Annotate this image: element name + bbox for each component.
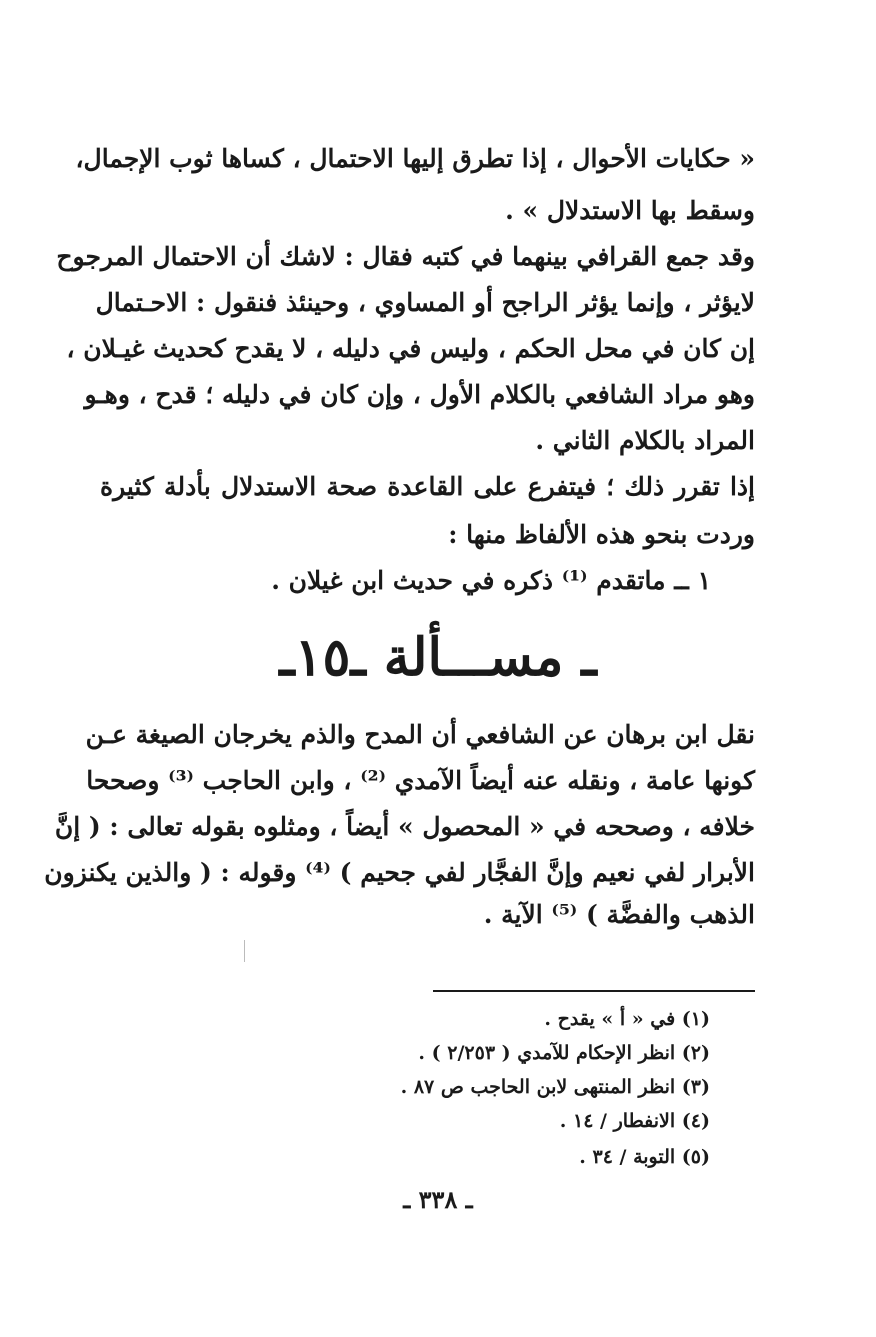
footnote: (٤) الانفطار / ١٤ . (559, 1110, 710, 1132)
footnote: (٥) التوبة / ٣٤ . (579, 1146, 710, 1168)
list-item: ١ ــ ماتقدم ⁽¹⁾ ذكره في حديث ابن غيلان . (271, 566, 711, 595)
body-line: وقد جمع القرافي بينهما في كتبه فقال : لاشك أن الاحتمال المرجوح (56, 242, 755, 271)
body-line: إن كان في محل الحكم ، وليس في دليله ، لا يقدح كحديث غيـلان ، (66, 334, 755, 363)
footnote: (٢) انظر الإحكام للآمدي ( ٢/٢٥٣ ) . (418, 1042, 710, 1064)
footnote: (٣) انظر المنتهى لابن الحاجب ص ٨٧ . (400, 1076, 710, 1098)
section-line: نقل ابن برهان عن الشافعي أن المدح والذم يخرجان الصيغة عـن (85, 720, 755, 749)
body-line: وردت بنحو هذه الألفاظ منها : (448, 520, 755, 549)
body-line: وسقط بها الاستدلال » . (505, 196, 755, 225)
print-mark (244, 940, 245, 962)
section-line: خلافه ، وصححه في « المحصول » أيضاً ، ومثلوه بقوله تعالى : ( إنَّ (54, 812, 755, 841)
footnote-divider (433, 990, 755, 992)
body-line: « حكايات الأحوال ، إذا تطرق إليها الاحتمال ، كساها ثوب الإجمال، (75, 144, 755, 173)
page-number: ـ ٣٣٨ ـ (403, 1185, 473, 1214)
section-heading: ـ مســـألة ـ١٥ـ (279, 627, 597, 688)
section-line: الذهب والفضَّة ) ⁽⁵⁾ الآية . (483, 900, 755, 929)
footnote: (١) في « أ » يقدح . (544, 1008, 710, 1030)
section-line: الأبرار لفي نعيم وإنَّ الفجَّار لفي جحيم ) ⁽⁴⁾ وقوله : ( والذين يكنزون (44, 858, 755, 887)
body-line: وهو مراد الشافعي بالكلام الأول ، وإن كان في دليله ؛ قدح ، وهـو (84, 380, 755, 409)
body-line: إذا تقرر ذلك ؛ فيتفرع على القاعدة صحة الاستدلال بأدلة كثيرة (100, 472, 755, 501)
section-line: كونها عامة ، ونقله عنه أيضاً الآمدي ⁽²⁾ ، وابن الحاجب ⁽³⁾ وصححا (86, 766, 755, 795)
body-line: لايؤثر ، وإنما يؤثر الراجح أو المساوي ، وحينئذ فنقول : الاحـتمال (95, 288, 755, 317)
body-line: المراد بالكلام الثاني . (535, 426, 755, 455)
